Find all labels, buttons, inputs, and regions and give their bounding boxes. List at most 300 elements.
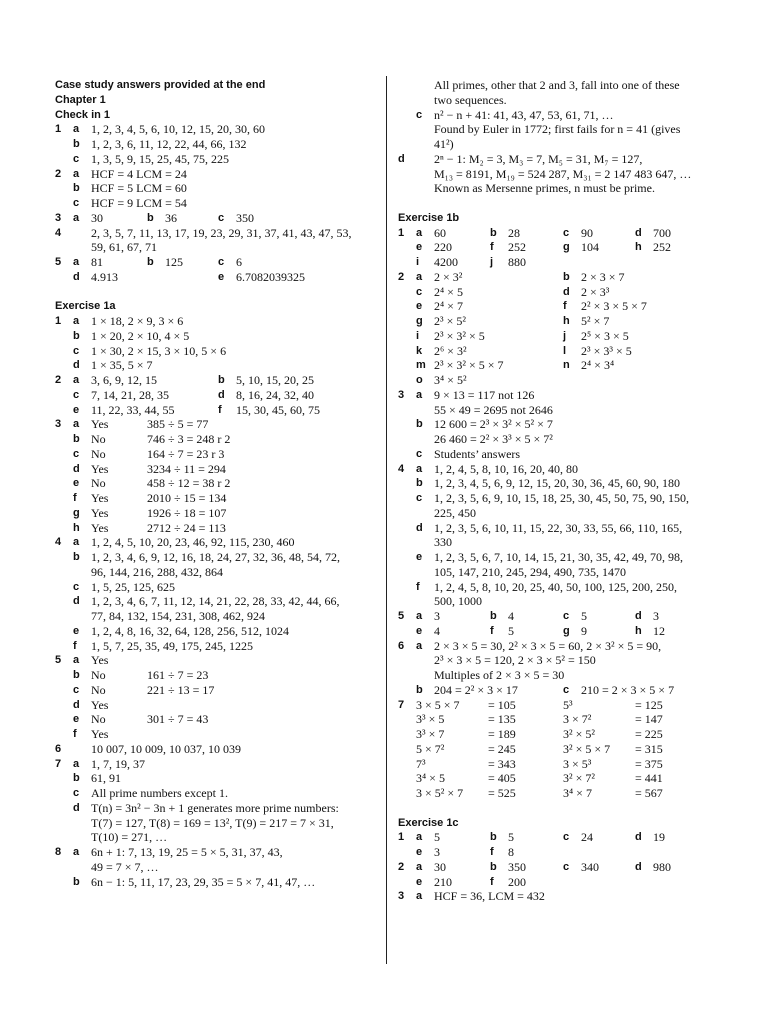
section-heading: Chapter 1 — [55, 94, 106, 106]
part-label: c — [416, 492, 423, 504]
question-number: 4 — [55, 227, 62, 239]
answer-cell: = 375 — [635, 757, 663, 771]
part-label: b — [416, 477, 423, 489]
question-number: 3 — [55, 418, 62, 430]
answer-text: 210 = 2 × 3 × 5 × 7 — [581, 683, 675, 697]
part-label: d — [563, 286, 570, 298]
answer-text: 340 — [581, 860, 599, 874]
part-label: c — [563, 610, 570, 622]
question-number: 7 — [55, 758, 62, 770]
answer-text: Multiples of 2 × 3 × 5 = 30 — [434, 668, 565, 682]
part-label: a — [416, 610, 423, 622]
answer-calculation: 3234 ÷ 11 = 294 — [147, 462, 226, 476]
answer-text: 3 — [653, 609, 659, 623]
answer-text: 2³ × 3 × 5 = 120, 2 × 3 × 5² = 150 — [434, 653, 596, 667]
part-label: a — [416, 463, 423, 475]
answer-text: 9 — [581, 624, 587, 638]
answer-text: 3 — [434, 609, 440, 623]
answer-cell: 3² × 7² — [563, 771, 595, 785]
part-label: f — [490, 876, 494, 888]
answer-calculation: 2010 ÷ 15 = 134 — [147, 491, 227, 505]
answer-text: 24 — [581, 830, 593, 844]
answer-text: 60 — [434, 226, 446, 240]
question-number: 3 — [55, 212, 62, 224]
answer-text: 225, 450 — [434, 506, 476, 520]
answer-text: 6n − 1: 5, 11, 17, 23, 29, 35 = 5 × 7, 41, 47, … — [91, 875, 316, 889]
part-label: c — [563, 861, 570, 873]
part-label: e — [73, 404, 80, 416]
answer-text: 1 × 18, 2 × 9, 3 × 6 — [91, 314, 184, 328]
answer-text: 6n + 1: 7, 13, 19, 25 = 5 × 5, 31, 37, 43, — [91, 845, 283, 859]
answer-text: No — [91, 476, 106, 490]
answer-cell: = 225 — [635, 727, 663, 741]
part-label: d — [73, 595, 80, 607]
part-label: b — [490, 831, 497, 843]
part-label: a — [73, 654, 80, 666]
part-label: e — [73, 625, 80, 637]
part-label: f — [490, 625, 494, 637]
answer-text: Known as Mersenne primes, n must be prime. — [434, 181, 655, 195]
answer-text: 77, 84, 132, 154, 231, 308, 462, 924 — [91, 609, 265, 623]
answer-text: 2³ × 5² — [434, 314, 466, 328]
part-label: g — [563, 625, 570, 637]
part-label: g — [416, 315, 423, 327]
answer-text: 59, 61, 67, 71 — [91, 240, 157, 254]
answer-text: 4200 — [434, 255, 458, 269]
part-label: c — [218, 212, 225, 224]
answer-cell: 5 × 7² — [416, 742, 445, 756]
answer-text: 90 — [581, 226, 593, 240]
answer-cell: = 135 — [488, 712, 516, 726]
answer-calculation: 458 ÷ 12 = 38 r 2 — [147, 476, 231, 490]
answer-text: 10 007, 10 009, 10 037, 10 039 — [91, 742, 241, 756]
part-label: c — [563, 227, 570, 239]
answer-cell: 3³ × 5 — [416, 712, 445, 726]
part-label: a — [73, 123, 80, 135]
answer-text: 26 460 = 2² × 3³ × 5 × 7² — [434, 432, 553, 446]
answer-text: 4 — [434, 624, 440, 638]
part-label: b — [490, 861, 497, 873]
answer-text: 350 — [508, 860, 526, 874]
part-label: e — [416, 551, 423, 563]
answer-text: Yes — [91, 653, 109, 667]
answer-cell: 7³ — [416, 757, 426, 771]
question-number: 4 — [398, 463, 405, 475]
answer-text: Yes — [91, 521, 109, 535]
answer-text: 1 × 30, 2 × 15, 3 × 10, 5 × 6 — [91, 344, 227, 358]
question-number: 2 — [55, 168, 62, 180]
answer-text: HCF = 9 LCM = 54 — [91, 196, 187, 210]
answer-cell: 3⁴ × 5 — [416, 771, 445, 785]
answer-cell: 3³ × 7 — [416, 727, 445, 741]
answer-text: 5, 10, 15, 20, 25 — [236, 373, 314, 387]
answer-text: 3, 6, 9, 12, 15 — [91, 373, 157, 387]
column-divider — [386, 76, 387, 964]
part-label: f — [73, 640, 77, 652]
answer-text: 125 — [165, 255, 183, 269]
answer-text: 15, 30, 45, 60, 75 — [236, 403, 320, 417]
part-label: b — [147, 212, 154, 224]
part-label: c — [416, 109, 423, 121]
part-label: f — [416, 581, 420, 593]
answer-text: Yes — [91, 417, 109, 431]
part-label: b — [416, 684, 423, 696]
answer-text: 2³ × 3² × 5 — [434, 329, 485, 343]
question-number: 3 — [398, 890, 405, 902]
part-label: l — [563, 345, 567, 357]
answer-text: 19 — [653, 830, 665, 844]
answer-cell: 3² × 5 × 7 — [563, 742, 611, 756]
answer-cell: 3 × 5² × 7 — [416, 786, 464, 800]
part-label: m — [416, 359, 426, 371]
answer-text: 5 — [508, 830, 514, 844]
answer-text: All primes, other that 2 and 3, fall into one of these — [434, 78, 680, 92]
answer-calculation: 301 ÷ 7 = 43 — [147, 712, 209, 726]
question-number: 2 — [398, 271, 405, 283]
part-label: a — [416, 831, 423, 843]
part-label: e — [73, 713, 80, 725]
answer-text: 220 — [434, 240, 452, 254]
answer-text: 252 — [653, 240, 671, 254]
part-label: d — [635, 861, 642, 873]
part-label: a — [416, 640, 423, 652]
part-label: c — [73, 684, 80, 696]
answer-text: 49 = 7 × 7, … — [91, 860, 159, 874]
part-label: c — [73, 389, 80, 401]
answer-text: 30 — [434, 860, 446, 874]
question-number: 1 — [55, 123, 62, 135]
answer-text: 5 — [434, 830, 440, 844]
part-label: a — [73, 846, 80, 858]
answer-text: 210 — [434, 875, 452, 889]
question-number: 1 — [398, 831, 405, 843]
answer-text: 1 × 20, 2 × 10, 4 × 5 — [91, 329, 190, 343]
answer-calculation: 2712 ÷ 24 = 113 — [147, 521, 226, 535]
answer-text: Yes — [91, 727, 109, 741]
answer-text: 5² × 7 — [581, 314, 610, 328]
answer-text: 1, 2, 3, 5, 6, 10, 11, 15, 22, 30, 33, 55, 66, 110, 165, — [434, 521, 683, 535]
answer-text: 1, 2, 3, 4, 5, 6, 9, 12, 15, 20, 30, 36, 45, 60, 90, 180 — [434, 476, 680, 490]
section-heading: Exercise 1a — [55, 300, 116, 312]
part-label: e — [218, 271, 225, 283]
answer-text: M₁₃ = 8191, M₁₉ = 524 287, M₃₁ = 2 147 483 647, … — [434, 167, 692, 181]
answer-text: 104 — [581, 240, 599, 254]
part-label: e — [416, 625, 423, 637]
answer-text: 2³ × 3² × 5 × 7 — [434, 358, 504, 372]
answer-text: 12 600 = 2³ × 3² × 5² × 7 — [434, 417, 553, 431]
answer-calculation: 1926 ÷ 18 = 107 — [147, 506, 227, 520]
answer-text: 1, 2, 3, 4, 5, 6, 10, 12, 15, 20, 30, 60 — [91, 122, 265, 136]
part-label: i — [416, 330, 420, 342]
answer-text: 5 — [508, 624, 514, 638]
answer-text: 1 × 35, 5 × 7 — [91, 358, 153, 372]
part-label: f — [218, 404, 222, 416]
answer-text: 1, 2, 3, 5, 6, 7, 10, 14, 15, 21, 30, 35, 42, 49, 70, 98, — [434, 550, 683, 564]
part-label: h — [635, 625, 642, 637]
part-label: d — [73, 463, 80, 475]
answer-text: 41²) — [434, 137, 454, 151]
part-label: a — [416, 271, 423, 283]
answer-text: 2² × 3 × 5 × 7 — [581, 299, 647, 313]
part-label: i — [416, 256, 420, 268]
answer-text: 1, 2, 3, 4, 6, 7, 11, 12, 14, 21, 22, 28, 33, 42, 44, 66, — [91, 594, 340, 608]
answer-text: 2 × 3² — [434, 270, 463, 284]
answer-cell: = 567 — [635, 786, 663, 800]
section-heading: Case study answers provided at the end — [55, 79, 266, 91]
answer-cell: 3 × 5³ — [563, 757, 592, 771]
answer-text: T(n) = 3n² − 3n + 1 generates more prime numbers: — [91, 801, 339, 815]
question-number: 5 — [55, 256, 62, 268]
answer-text: HCF = 36, LCM = 432 — [434, 889, 545, 903]
answer-text: 2⁴ × 5 — [434, 285, 463, 299]
answer-text: Students’ answers — [434, 447, 521, 461]
answer-text: 30 — [91, 211, 103, 225]
part-label: c — [563, 831, 570, 843]
answer-text: No — [91, 447, 106, 461]
answer-text: 1, 7, 19, 37 — [91, 757, 145, 771]
answer-text: Yes — [91, 462, 109, 476]
answer-text: HCF = 4 LCM = 24 — [91, 167, 187, 181]
answer-text: Yes — [91, 698, 109, 712]
answer-text: 1, 2, 4, 8, 16, 32, 64, 128, 256, 512, 1024 — [91, 624, 289, 638]
answer-text: 2⁶ × 3² — [434, 344, 467, 358]
answer-cell: = 525 — [488, 786, 516, 800]
answer-calculation: 161 ÷ 7 = 23 — [147, 668, 209, 682]
part-label: b — [147, 256, 154, 268]
part-label: e — [73, 477, 80, 489]
part-label: b — [416, 418, 423, 430]
answer-text: 3⁴ × 5² — [434, 373, 467, 387]
answer-text: 6.7082039325 — [236, 270, 305, 284]
answer-text: 1, 2, 3, 5, 6, 9, 10, 15, 18, 25, 30, 45, 50, 75, 90, 150, — [434, 491, 689, 505]
part-label: a — [73, 758, 80, 770]
question-number: 2 — [398, 861, 405, 873]
answer-cell: = 245 — [488, 742, 516, 756]
answer-text: 880 — [508, 255, 526, 269]
part-label: c — [73, 197, 80, 209]
part-label: c — [73, 448, 80, 460]
answer-text: 2³ × 3³ × 5 — [581, 344, 632, 358]
answer-text: 4.913 — [91, 270, 118, 284]
part-label: b — [73, 182, 80, 194]
part-label: j — [490, 256, 494, 268]
answer-text: 28 — [508, 226, 520, 240]
part-label: n — [563, 359, 570, 371]
answer-text: 105, 147, 210, 245, 294, 490, 735, 1470 — [434, 565, 626, 579]
answer-text: 8 — [508, 845, 514, 859]
answer-text: All prime numbers except 1. — [91, 786, 228, 800]
answer-text: T(10) = 271, … — [91, 830, 168, 844]
part-label: b — [490, 610, 497, 622]
answer-text: 1, 3, 5, 9, 15, 25, 45, 75, 225 — [91, 152, 229, 166]
answer-text: 200 — [508, 875, 526, 889]
answer-text: 1, 5, 7, 25, 35, 49, 175, 245, 1225 — [91, 639, 253, 653]
part-label: c — [73, 153, 80, 165]
part-label: b — [218, 374, 225, 386]
part-label: e — [416, 846, 423, 858]
part-label: b — [73, 772, 80, 784]
answer-text: n² − n + 41: 41, 43, 47, 53, 61, 71, … — [434, 108, 614, 122]
part-label: f — [73, 492, 77, 504]
part-label: a — [73, 168, 80, 180]
part-label: c — [73, 581, 80, 593]
part-label: d — [73, 699, 80, 711]
part-label: b — [73, 138, 80, 150]
part-label: e — [416, 300, 423, 312]
part-label: b — [73, 669, 80, 681]
part-label: d — [635, 610, 642, 622]
answer-text: 5 — [581, 609, 587, 623]
part-label: a — [73, 315, 80, 327]
part-label: b — [73, 876, 80, 888]
answer-text: 2ⁿ − 1: M₂ = 3, M₃ = 7, M₅ = 31, M₇ = 127, — [434, 152, 643, 166]
answer-cell: 3² × 5² — [563, 727, 595, 741]
question-number: 4 — [55, 536, 62, 548]
part-label: f — [563, 300, 567, 312]
answer-text: 700 — [653, 226, 671, 240]
answer-calculation: 746 ÷ 3 = 248 r 2 — [147, 432, 231, 446]
question-number: 1 — [398, 227, 405, 239]
answer-text: No — [91, 683, 106, 697]
part-label: a — [416, 890, 423, 902]
question-number: 7 — [398, 699, 405, 711]
answer-text: 8, 16, 24, 32, 40 — [236, 388, 314, 402]
part-label: b — [73, 551, 80, 563]
answer-text: 1, 2, 4, 5, 8, 10, 20, 25, 40, 50, 100, 125, 200, 250, — [434, 580, 677, 594]
part-label: f — [490, 846, 494, 858]
part-label: c — [73, 345, 80, 357]
answer-text: two sequences. — [434, 93, 507, 107]
part-label: c — [73, 787, 80, 799]
answer-text: 2, 3, 5, 7, 11, 13, 17, 19, 23, 29, 31, 37, 41, 43, 47, 53, — [91, 226, 352, 240]
part-label: g — [73, 507, 80, 519]
answer-cell: = 441 — [635, 771, 663, 785]
part-label: d — [416, 522, 423, 534]
answer-text: Found by Euler in 1772; first fails for n = 41 (gives — [434, 122, 681, 136]
answer-text: 980 — [653, 860, 671, 874]
part-label: d — [218, 389, 225, 401]
answer-calculation: 164 ÷ 7 = 23 r 3 — [147, 447, 225, 461]
part-label: e — [416, 876, 423, 888]
answer-text: 2⁴ × 3⁴ — [581, 358, 615, 372]
answer-text: 2⁵ × 3 × 5 — [581, 329, 629, 343]
answer-text: 500, 1000 — [434, 594, 482, 608]
question-number: 6 — [398, 640, 405, 652]
answer-text: 330 — [434, 535, 452, 549]
part-label: b — [490, 227, 497, 239]
answer-text: 81 — [91, 255, 103, 269]
answer-cell: = 405 — [488, 771, 516, 785]
answer-text: 1, 2, 4, 5, 8, 10, 16, 20, 40, 80 — [434, 462, 578, 476]
answer-cell: 3 × 7² — [563, 712, 592, 726]
answer-text: Yes — [91, 491, 109, 505]
question-number: 6 — [55, 743, 62, 755]
part-label: e — [416, 241, 423, 253]
part-label: h — [635, 241, 642, 253]
part-label: d — [73, 359, 80, 371]
part-label: d — [635, 227, 642, 239]
answer-text: 2 × 3³ — [581, 285, 610, 299]
answer-cell: = 125 — [635, 698, 663, 712]
part-label: f — [490, 241, 494, 253]
answer-cell: = 147 — [635, 712, 663, 726]
part-label: a — [73, 418, 80, 430]
part-label: c — [416, 448, 423, 460]
part-label: a — [73, 374, 80, 386]
question-number: 1 — [55, 315, 62, 327]
question-number: 8 — [55, 846, 62, 858]
answer-text: HCF = 5 LCM = 60 — [91, 181, 187, 195]
answer-text: 11, 22, 33, 44, 55 — [91, 403, 175, 417]
answer-text: Yes — [91, 506, 109, 520]
answer-cell: = 105 — [488, 698, 516, 712]
part-label: j — [563, 330, 567, 342]
part-label: c — [416, 286, 423, 298]
answer-cell: = 315 — [635, 742, 663, 756]
part-label: o — [416, 374, 423, 386]
answer-cell: = 343 — [488, 757, 516, 771]
answer-text: 7, 14, 21, 28, 35 — [91, 388, 169, 402]
part-label: b — [73, 330, 80, 342]
question-number: 3 — [398, 389, 405, 401]
answer-text: No — [91, 712, 106, 726]
part-label: c — [218, 256, 225, 268]
answer-text: 1, 2, 3, 4, 6, 9, 12, 16, 18, 24, 27, 32, 36, 48, 54, 72, — [91, 550, 340, 564]
answer-text: 36 — [165, 211, 177, 225]
answer-cell: 3⁴ × 7 — [563, 786, 592, 800]
part-label: g — [563, 241, 570, 253]
part-label: a — [416, 227, 423, 239]
answer-text: 1, 2, 3, 6, 11, 12, 22, 44, 66, 132 — [91, 137, 247, 151]
section-heading: Exercise 1b — [398, 212, 460, 224]
question-number: 2 — [55, 374, 62, 386]
question-number: d — [398, 153, 405, 165]
answer-text: 350 — [236, 211, 254, 225]
answer-text: 1, 5, 25, 125, 625 — [91, 580, 175, 594]
section-heading: Exercise 1c — [398, 817, 459, 829]
answer-text: 6 — [236, 255, 242, 269]
part-label: f — [73, 728, 77, 740]
part-label: d — [73, 802, 80, 814]
answer-text: 4 — [508, 609, 514, 623]
answer-text: T(7) = 127, T(8) = 169 = 13², T(9) = 217 = 7 × 31, — [91, 816, 334, 830]
part-label: a — [73, 536, 80, 548]
answer-text: 55 × 49 = 2695 not 2646 — [434, 403, 553, 417]
part-label: h — [563, 315, 570, 327]
answer-text: 3 — [434, 845, 440, 859]
part-label: b — [73, 433, 80, 445]
answer-text: 12 — [653, 624, 665, 638]
part-label: a — [416, 389, 423, 401]
question-number: 5 — [55, 654, 62, 666]
part-label: a — [73, 212, 80, 224]
part-label: d — [73, 271, 80, 283]
answer-text: 204 = 2² × 3 × 17 — [434, 683, 518, 697]
answer-text: 2 × 3 × 7 — [581, 270, 625, 284]
answer-cell: 3 × 5 × 7 — [416, 698, 460, 712]
answer-cell: = 189 — [488, 727, 516, 741]
answer-text: 61, 91 — [91, 771, 121, 785]
answer-text: No — [91, 668, 106, 682]
part-label: b — [563, 271, 570, 283]
part-label: a — [416, 861, 423, 873]
answer-cell: 5³ — [563, 698, 573, 712]
part-label: c — [563, 684, 570, 696]
answer-text: No — [91, 432, 106, 446]
part-label: k — [416, 345, 423, 357]
part-label: h — [73, 522, 80, 534]
answer-calculation: 221 ÷ 13 = 17 — [147, 683, 215, 697]
